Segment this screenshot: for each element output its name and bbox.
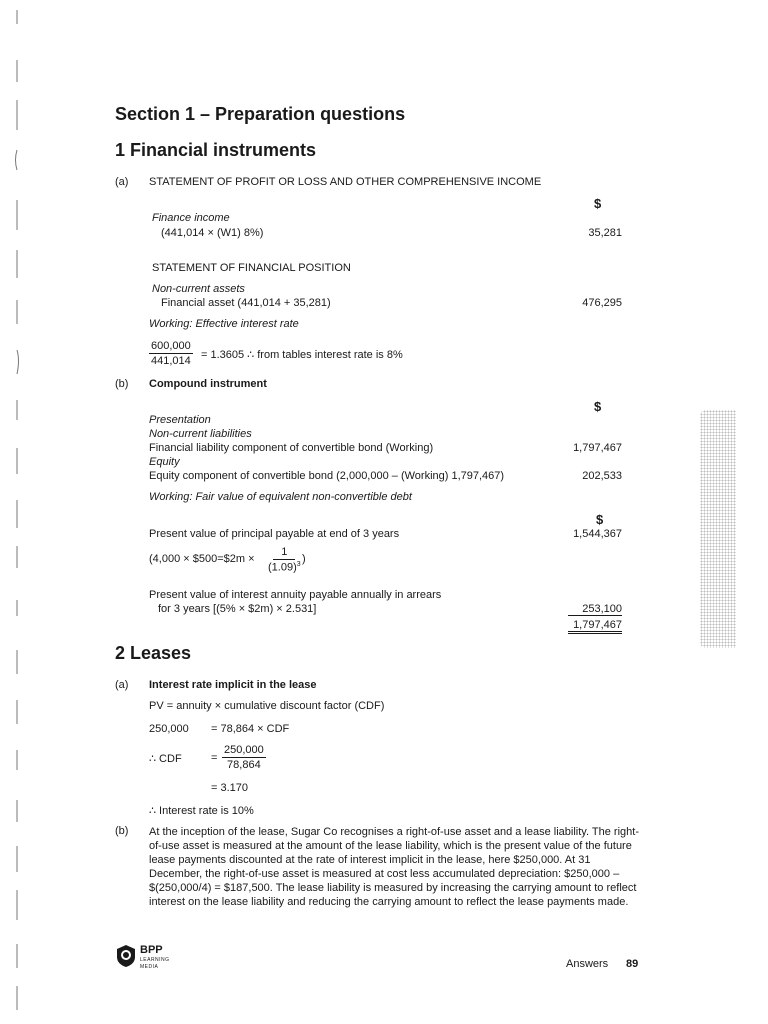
logo-sub-1: LEARNING [140,957,170,963]
fraction-result: = 1.3605 ∴ from tables interest rate is 8% [201,349,403,361]
sofp-title: STATEMENT OF FINANCIAL POSITION [152,262,351,274]
pv-calc-denominator [268,560,301,574]
financial-asset-value: 476,295 [582,297,622,309]
pv-interest-line-2: for 3 years [(5% × $2m) × 2.531] [158,603,317,615]
scan-artifact [700,410,736,648]
q2-heading: 2 Leases [115,643,192,663]
q2a-label: (a) [115,679,129,691]
q1b-label: (b) [115,378,129,390]
nca-label: Non-current assets [152,283,245,295]
q1-heading: 1 Financial instruments [115,140,317,160]
pv-calc-exponent: 3 [296,561,301,568]
ncl-label: Non-current liabilities [149,428,252,440]
cdf-fraction [222,744,266,771]
pv-calc-numerator: 1 [273,546,295,560]
pv-calc-base: (1.09) [268,561,297,574]
q1a-label: (a) [115,176,129,188]
cdf-numerator: 250,000 [224,744,264,756]
q2b-label: (b) [115,825,129,837]
equity-line: Equity component of convertible bond (2,000,000 – (Working) 1,797,467) [149,470,505,482]
cdf-label: ∴ CDF [149,753,182,765]
footer-label: Answers [566,958,609,970]
pv-interest-value: 253,100 [568,603,622,616]
finance-income-value: 35,281 [588,227,622,239]
pv-calc-fraction [268,546,301,574]
working2-label: Working: Fair value of equivalent non-convertible debt [149,491,412,503]
finance-income-calc: (441,014 × (W1) 8%) [161,227,264,239]
binding-marks [10,0,24,1024]
q2b-paragraph: At the inception of the lease, Sugar Co recognises a right-of-use asset and a lease liability. The right-of-use asset is measured at the amount of the lease liability, which is the present value of the future lease payments discounted at the rate of interest implicit in the lease, here $250,000. At 31 December, the right-of-use asset is measured at cost less accumulated depreciation: $250,000 – $(250,000/4) = $187,500. The lease liability is measured by increasing the carrying amount to reflect interest on the lease liability and reducing the carrying amount to reflect the lease payments made. [149,826,639,908]
q1b-title: Compound instrument [149,378,267,390]
cdf-denominator: 78,864 [227,759,261,771]
interest-fraction [149,340,193,367]
row1-right: = 78,864 × CDF [211,723,290,735]
pv-calc-right: ) [302,553,306,565]
liability-line: Financial liability component of convertible bond (Working) [149,442,434,454]
working-label: Working: Effective interest rate [149,318,299,330]
currency-symbol: $ [594,196,602,211]
equity-value: 202,533 [582,470,622,482]
q1a-title: STATEMENT OF PROFIT OR LOSS AND OTHER COMPREHENSIVE INCOME [149,176,542,188]
row1-left: 250,000 [149,723,189,735]
pv-calc-left: (4,000 × $500=$2m × [149,553,255,565]
q2a-title: Interest rate implicit in the lease [149,679,317,691]
logo-text: BPP [140,944,163,956]
cdf-equals: = [211,752,218,764]
currency-symbol-3: $ [596,512,604,527]
financial-asset-line: Financial asset (441,014 + 35,281) [161,297,331,309]
liability-value: 1,797,467 [573,442,622,454]
pv-principal-line: Present value of principal payable at end of 3 years [149,528,400,540]
pv-interest-line-1: Present value of interest annuity payable annually in arrears [149,589,442,601]
fraction-denominator: 441,014 [151,355,191,367]
pv-equation: PV = annuity × cumulative discount factor (CDF) [149,700,385,712]
finance-income-label: Finance income [152,212,230,224]
section-title: Section 1 – Preparation questions [115,104,406,124]
presentation-label: Presentation [149,414,211,426]
currency-symbol-2: $ [594,399,602,414]
cdf-result: = 3.170 [211,782,249,794]
logo-sub-2: MEDIA [140,964,159,970]
total-value: 1,797,467 [568,619,622,634]
bpp-logo-icon [115,944,137,966]
page-number: 89 [626,958,639,970]
fraction-numerator: 600,000 [151,340,191,352]
interest-conclusion: ∴ Interest rate is 10% [149,805,254,817]
equity-label: Equity [149,456,180,468]
pv-principal-value: 1,544,367 [573,528,622,540]
